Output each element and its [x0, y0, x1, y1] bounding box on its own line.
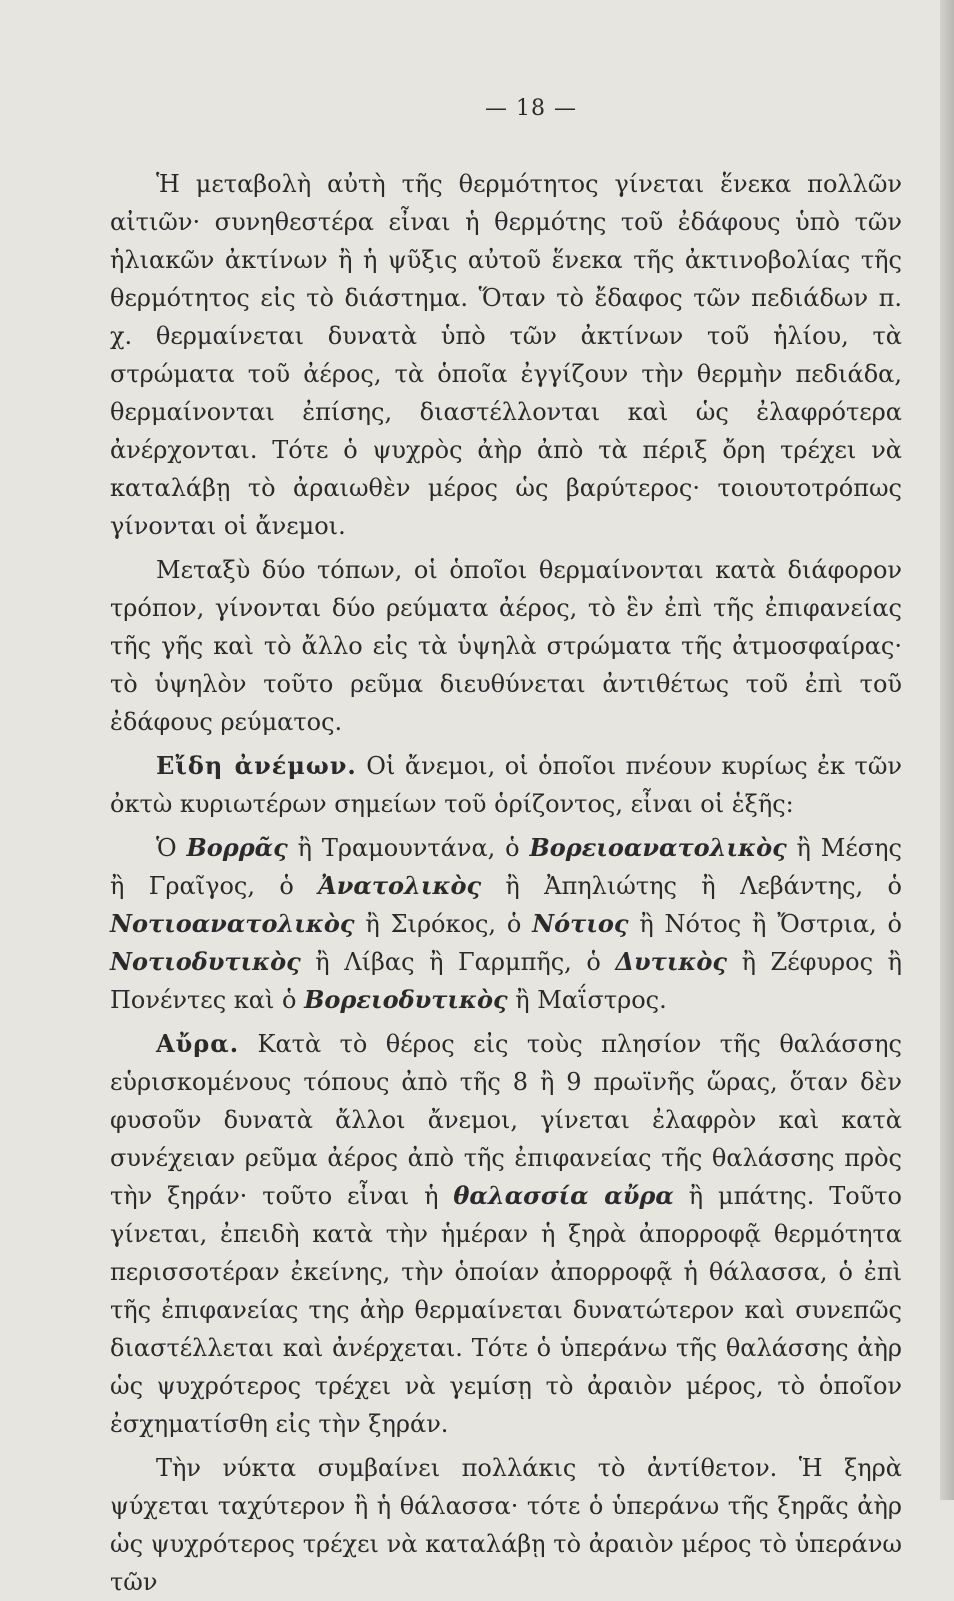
page-edge-shadow: [940, 0, 954, 1500]
text-run: ἢ Μέσης ἢ Γραῖγος, ὁ: [110, 834, 902, 900]
paragraph-air-currents: Μεταξὺ δύο τόπων, οἱ ὁποῖοι θερμαίνονται κατὰ διάφορον τρόπον, γίνονται δύο ρεύματα ἀέρος, τὸ ἓν ἐπὶ τῆς ἐπιφανείας τῆς γῆς καὶ τὸ ἄλλο εἰς τὰ ὑψηλὰ στρώματα τῆς ἀτμοσφαίρας· τὸ ὑψηλὸν τοῦτο ρεῦμα διευθύνεται ἀντιθέτως τοῦ ἐπὶ τοῦ ἐδάφους ρεύματος.: [110, 556, 902, 736]
term-sea-breeze: θαλασσία αὔρα: [453, 1181, 674, 1210]
paragraph-temperature-change: Ἡ μεταβολὴ αὐτὴ τῆς θερμότητος γίνεται ἕνεκα πολλῶν αἰτιῶν· συνηθεστέρα εἶναι ἡ θερμότης τοῦ ἐδάφους ὑπὸ τῶν ἡλιακῶν ἀκτίνων ἢ ἡ ψῦξις αὐτοῦ ἕνεκα τῆς ἀκτινοβολίας τῆς θερμότητος εἰς τὸ διάστημα. Ὅταν τὸ ἔδαφος τῶν πεδιάδων π. χ. θερμαίνεται δυνατὰ ὑπὸ τῶν ἀκτίνων τοῦ ἡλίου, τὰ στρώματα τοῦ ἀέρος, τὰ ὁποῖα ἐγγίζουν τὴν θερμὴν πεδιάδα, θερμαίνονται ἐπίσης, διαστέλλονται καὶ ὡς ἐλαφρότερα ἀνέρχονται. Τότε ὁ ψυχρὸς ἀὴρ ἀπὸ τὰ πέριξ ὄρη τρέχει νὰ καταλάβῃ τὸ ἀραιωθὲν μέρος ὡς βαρύτερος· τοιουτοτρόπως γίνονται οἱ ἄνεμοι.: [110, 170, 902, 540]
paragraph-wind-list: [110, 829, 902, 1019]
wind-name: Ἀνατολικὸς: [318, 871, 482, 900]
text-run: ἢ Ἀπηλιώτης ἢ Λεβάντης, ὁ: [481, 872, 902, 900]
page-number: — 18 —: [160, 96, 902, 121]
text-run: ἢ Σιρόκος, ὁ: [354, 910, 533, 938]
text-run: ἢ Νότος ἢ Ὄστρια, ὁ: [628, 910, 902, 938]
wind-name: Νοτιοανατολικὸς: [110, 909, 355, 938]
wind-types-intro: Οἱ ἄνεμοι, οἱ ὁποῖοι πνέουν κυρίως ἐκ τῶν ὀκτὼ κυριωτέρων σημείων τοῦ ὁρίζοντος, εἶναι οἱ ἑξῆς:: [110, 752, 902, 818]
wind-name: Βορειοανατολικὸς: [529, 833, 787, 862]
text-run: Κατὰ τὸ θέρος εἰς τοὺς πλησίον τῆς θαλάσσης εὑρισκομένους τόπους ἀπὸ τῆς 8 ἢ 9 πρωϊνῆς ὥρας, ὅταν δὲν φυσοῦν δυνατὰ ἄλλοι ἄνεμοι, γίνεται ἐλαφρὸν καὶ κατὰ συνέχειαν ρεῦμα ἀέρος ἀπὸ τῆς ἐπιφανείας τῆς θαλάσσης πρὸς τὴν ξηράν· τοῦτο εἶναι ἡ: [110, 1030, 902, 1210]
section-heading-wind-types: Εἴδη ἀνέμων.: [156, 751, 357, 780]
paragraph-night-breeze: Τὴν νύκτα συμβαίνει πολλάκις τὸ ἀντίθετον. Ἡ ξηρὰ ψύχεται ταχύτερον ἢ ἡ θάλασσα· τότε ὁ ὑπεράνω τῆς ξηρᾶς ἀὴρ ὡς ψυχρότερος τρέχει νὰ καταλάβῃ τὸ ἀραιὸν μέρος τὸ ὑπεράνω τῶν: [110, 1454, 902, 1596]
wind-name: Βορρᾶς: [186, 833, 288, 862]
wind-name: Βορειοδυτικὸς: [304, 985, 508, 1014]
text-run: ἢ Μαΐστρος.: [507, 986, 667, 1014]
wind-name: Δυτικὸς: [615, 947, 728, 976]
text-run: ἢ Τραμουντάνα, ὁ: [287, 834, 530, 862]
wind-name: Νότιος: [532, 909, 629, 938]
text-run: ἢ Λίβας ἢ Γαρμπῆς, ὁ: [300, 948, 616, 976]
text-run: ἢ μπάτης. Τοῦτο γίνεται, ἐπειδὴ κατὰ τὴν ἡμέραν ἡ ξηρὰ ἀπορροφᾷ θερμότητα περισσοτέραν ἐκείνης, τὴν ὁποίαν ἀπορροφᾷ ἡ θάλασσα, ὁ ἐπὶ τῆς ἐπιφανείας της ἀὴρ θερμαίνεται δυνατώτερον καὶ συνεπῶς διαστέλλεται καὶ ἀνέρχεται. Τότε ὁ ὑπεράνω τῆς θαλάσσης ἀὴρ ὡς ψυχρότερος τρέχει νὰ γεμίσῃ τὸ ἀραιὸν μέρος, τὸ ὁποῖον ἐσχηματίσθη εἰς τὴν ξηράν.: [110, 1182, 903, 1438]
paragraph-sea-breeze: [110, 1025, 902, 1443]
section-heading-breeze: Αὔρα.: [156, 1029, 240, 1058]
text-run: Ὁ: [156, 834, 187, 862]
wind-name: Νοτιοδυτικὸς: [110, 947, 301, 976]
paragraph-wind-types: [110, 747, 902, 823]
text-run: ἢ Ζέφυρος ἢ Πονέντες καὶ ὁ: [110, 948, 902, 1014]
